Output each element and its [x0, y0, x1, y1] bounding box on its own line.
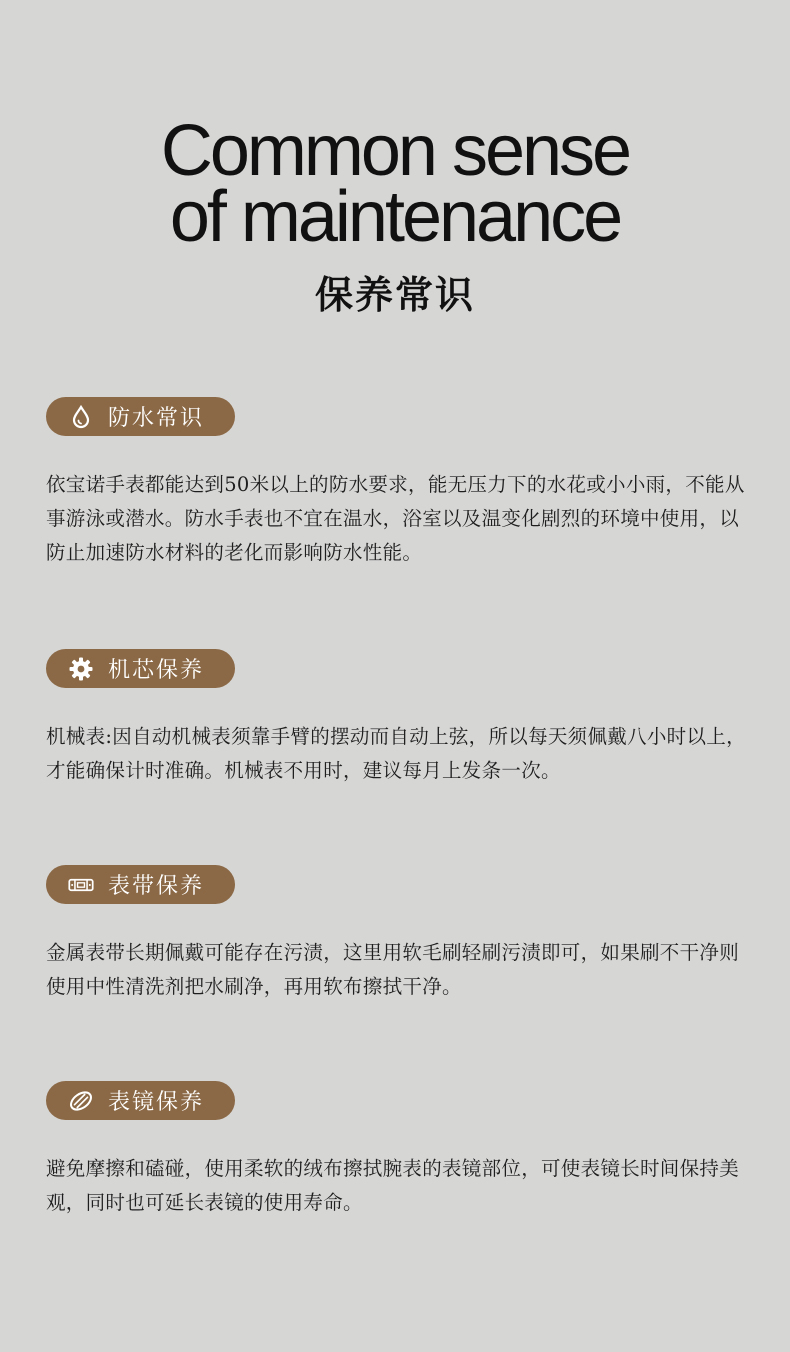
section-badge-strap	[46, 865, 235, 904]
section-text: 机械表:因自动机械表须靠手臂的摆动而自动上弦，所以每天须佩戴八小时以上，才能确保计时准确。机械表不用时，建议每月上发条一次。	[46, 725, 746, 782]
section-label: 表镜保养	[108, 1090, 205, 1115]
title-english-line1: Common sense	[160, 111, 630, 191]
water-drop-icon	[68, 404, 94, 430]
section-label: 机芯保养	[108, 658, 205, 683]
section-movement	[46, 649, 756, 788]
section-text: 避免摩擦和磕碰，使用柔软的绒布擦拭腕表的表镜部位，可使表镜长时间保持美观，同时也可延长表镜的使用寿命。	[46, 1157, 740, 1214]
section-badge-glass	[46, 1081, 235, 1120]
section-label: 表带保养	[108, 874, 205, 899]
watch-glass-icon	[68, 1088, 94, 1114]
gear-icon	[68, 656, 94, 682]
watch-strap-icon	[68, 872, 94, 898]
page-heading	[0, 111, 790, 319]
title-english-line2: of maintenance	[169, 177, 621, 257]
section-waterproof	[46, 397, 756, 570]
section-strap	[46, 865, 756, 1004]
section-badge-waterproof	[46, 397, 235, 436]
section-label: 防水常识	[108, 406, 205, 431]
section-text: 依宝诺手表都能达到50米以上的防水要求，能无压力下的水花或小小雨，不能从事游泳或潜水。防水手表也不宜在温水，浴室以及温变化剧烈的环境中使用，以防止加速防水材料的老化而影响防水性能。	[46, 473, 745, 564]
title-english	[0, 111, 790, 257]
title-chinese: 保养常识	[314, 273, 475, 317]
section-glass	[46, 1081, 756, 1220]
section-badge-movement	[46, 649, 235, 688]
section-text: 金属表带长期佩戴可能存在污渍，这里用软毛刷轻刷污渍即可，如果刷不干净则使用中性清洗剂把水刷净，再用软布擦拭干净。	[46, 941, 740, 998]
